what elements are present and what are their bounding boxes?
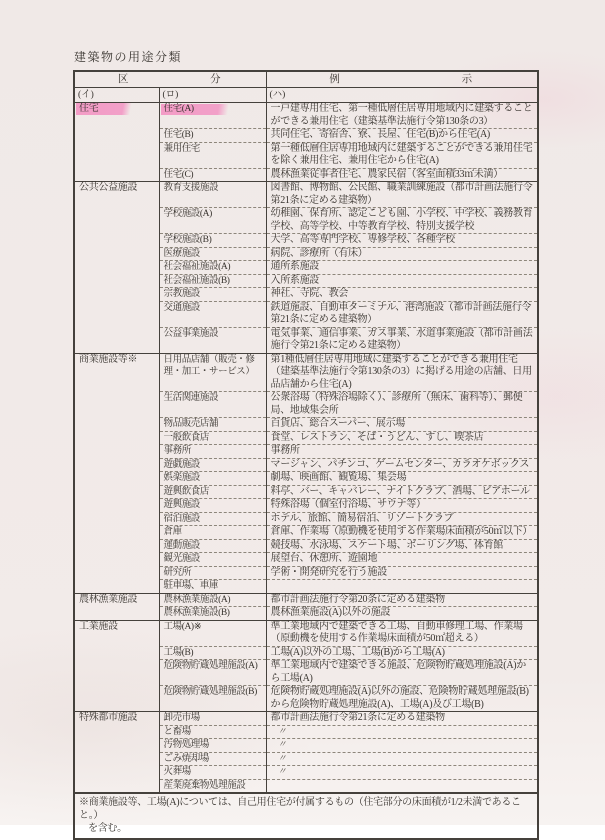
example-cell: マージャン、パチンコ、ゲームセンター、カラオケボックス <box>266 458 538 472</box>
type-cell: 倉庫 <box>159 526 266 540</box>
classification-table <box>73 70 539 840</box>
example-cell <box>266 779 538 793</box>
example-cell: 第1種低層住居専用地域に建築することができる兼用住宅（建築基準法施行令第130条の3）に掲げる用途の店舗、日用品店舗から住宅(A) <box>266 353 538 392</box>
example-cell: 入所系施設 <box>266 274 538 288</box>
header-sub-i: (イ) <box>74 88 159 103</box>
table-row <box>74 712 538 726</box>
ditto-mark: 〃 <box>277 767 287 777</box>
example-cell: 公衆浴場（特殊浴場除く）、診療所（無床、歯科等）、郵便局、地域集会所 <box>266 392 538 418</box>
example-cell: 料亭、バー、キャバレー、ナイトクラブ、酒場、ビアホール <box>266 485 538 499</box>
header-ji: 示 <box>461 74 475 85</box>
example-cell: 大学、高等専門学校、専修学校、各種学校 <box>266 234 538 248</box>
type-cell: 社会福祉施設(A) <box>159 261 266 275</box>
type-cell <box>159 103 266 129</box>
type-cell: ごみ焼却場 <box>159 752 266 766</box>
example-cell: 通所系施設 <box>266 261 538 275</box>
example-cell: 競技場、水泳場、スケート場、ボーリング場、体育館 <box>266 539 538 553</box>
type-cell: 宗教施設 <box>159 288 266 302</box>
example-cell: 倉庫、作業場（原動機を使用する作業場床面積が50㎡以下） <box>266 526 538 540</box>
type-cell: 農林漁業施設(A) <box>159 593 266 607</box>
type-cell: 住宅(C) <box>159 168 266 182</box>
type-cell: 運動施設 <box>159 539 266 553</box>
type-cell: 生活関連施設 <box>159 392 266 418</box>
example-cell: 特殊浴場（個室付浴場、サウナ等） <box>266 499 538 513</box>
type-cell: 汚物処理場 <box>159 739 266 753</box>
type-cell: 遊興施設 <box>159 499 266 513</box>
type-cell: 兼用住宅 <box>159 142 266 168</box>
type-cell: 公益事業施設 <box>159 327 266 353</box>
category-cell: 農林漁業施設 <box>79 593 138 605</box>
example-cell: 農林漁業施設(A)以外の施設 <box>266 607 538 621</box>
type-cell: 工場(A)※ <box>159 620 266 646</box>
category-cell <box>74 103 159 182</box>
category-cell: 商業施設等※ <box>79 353 138 365</box>
type-cell: 危険物貯蔵処理施設(A) <box>159 660 266 686</box>
example-cell <box>266 580 538 594</box>
example-cell <box>266 725 538 739</box>
ditto-mark: 〃 <box>277 726 287 737</box>
example-cell: 第一種低層住居専用地域内に建築することができる兼用住宅を除く兼用住宅、兼用住宅から住宅(A) <box>266 142 538 168</box>
example-cell: 病院、診療所（有床） <box>266 247 538 261</box>
type-cell: 住宅(B) <box>159 129 266 143</box>
header-sub-ha: (ハ) <box>266 88 538 103</box>
highlight-mark: 住宅 <box>76 103 132 115</box>
header-rei: 例 <box>329 74 342 85</box>
category-cell: 特殊都市施設 <box>79 712 138 723</box>
section-commercial <box>74 353 538 593</box>
example-cell: 都市計画法施行令第21条に定める建築物 <box>266 712 538 726</box>
type-cell: 日用品店舗（販売・修理・加工・サービス） <box>159 353 266 392</box>
category-cell: 公共公益施設 <box>79 182 138 193</box>
example-cell: 都市計画法施行令第20条に定める建築物 <box>266 593 538 607</box>
table-row <box>74 593 538 607</box>
section-public <box>74 182 538 354</box>
example-cell: 展望台、休憩所、遊園地 <box>266 553 538 567</box>
category-cell: 工業施設 <box>79 620 118 632</box>
footnote-section <box>74 793 538 839</box>
header-reiji-cell <box>266 71 538 88</box>
section-residential <box>74 103 538 182</box>
header-sub-row <box>74 88 538 103</box>
example-cell: ホテル、旅館、簡易宿泊、リゾートクラブ <box>266 512 538 526</box>
type-cell: 産業廃棄物処理施設 <box>159 779 266 793</box>
example-cell: 事務所 <box>266 445 538 459</box>
table-row <box>74 620 538 646</box>
type-cell: 教育支援施設 <box>159 182 266 208</box>
type-cell: 物品販売店舗 <box>159 418 266 432</box>
section-special <box>74 712 538 794</box>
footnote-row <box>74 793 538 839</box>
type-cell: 農林漁業施設(B) <box>159 607 266 621</box>
table-row <box>74 353 538 392</box>
type-cell: 医療施設 <box>159 247 266 261</box>
example-cell: 電気事業、通信事業、ガス事業、水道事業施設（都市計画法施行令第21条に定める建築物） <box>266 327 538 353</box>
header-bun: 分 <box>210 74 223 85</box>
example-cell <box>266 752 538 766</box>
type-cell: 学校施設(A) <box>159 208 266 234</box>
header-sub-ro: (ロ) <box>159 88 266 103</box>
ditto-mark: 〃 <box>277 740 287 750</box>
footnote-line2: を含む。 <box>88 823 127 834</box>
table-row <box>74 103 538 129</box>
type-cell: 駐車場、車庫 <box>159 580 266 594</box>
type-cell: 事務所 <box>159 445 266 459</box>
example-cell: 工場(A)以外の工場、工場(B)から工場(A) <box>266 646 538 660</box>
page-title: 建築物の用途分類 <box>74 50 183 64</box>
type-cell: と畜場 <box>159 725 266 739</box>
example-cell: 図書館、博物館、公民館、職業訓練施設（都市計画法施行令第21条に定める建築物） <box>266 182 538 208</box>
section-agriculture <box>74 593 538 620</box>
header-ku: 区 <box>117 74 131 85</box>
example-cell: 農林漁業従事者住宅、農家民宿（客室面積33㎡未満） <box>266 168 538 182</box>
example-cell: 準工業地域内で建築できる施設、危険物貯蔵処理施設(A)から工場(A) <box>266 660 538 686</box>
type-cell: 工場(B) <box>159 646 266 660</box>
example-cell: 百貨店、総合スーパー、展示場 <box>266 418 538 432</box>
type-cell: 一般飲食店 <box>159 431 266 445</box>
type-cell: 社会福祉施設(B) <box>159 274 266 288</box>
type-cell: 娯楽施設 <box>159 472 266 486</box>
type-cell: 観光施設 <box>159 553 266 567</box>
ditto-mark: 〃 <box>277 753 287 764</box>
footnote-line1: ※商業施設等、工場(A)については、自己用住宅が付属するもの（住宅部分の床面積が1/2未満であること。） <box>79 797 521 821</box>
header-group-row <box>74 71 538 88</box>
type-cell: 研究所 <box>159 566 266 580</box>
footnote-cell <box>74 793 538 839</box>
type-cell: 火葬場 <box>159 766 266 780</box>
example-cell: 準工業地域内で建築できる工場、自動車修理工場、作業場（原動機を使用する作業場床面積が50㎡超える） <box>266 620 538 646</box>
example-cell: 危険物貯蔵処理施設(A)以外の施設、危険物貯蔵処理施設(B)から危険物貯蔵処理施設(A)、工場(A)及び工場(B) <box>266 686 538 712</box>
example-cell: 食堂、レストラン、そば・うどん、すし、喫茶店 <box>266 431 538 445</box>
type-cell: 学校施設(B) <box>159 234 266 248</box>
table-row <box>74 182 538 208</box>
example-cell: 神社、寺院、教会 <box>266 288 538 302</box>
highlight-mark: 住宅(A) <box>161 104 230 115</box>
example-cell: 共同住宅、寄宿舎、寮、長屋、住宅(B)から住宅(A) <box>266 129 538 143</box>
type-cell: 遊興飲食店 <box>159 485 266 499</box>
header-kubun-cell <box>74 71 266 88</box>
table-header <box>74 71 538 103</box>
type-cell: 危険物貯蔵処理施設(B) <box>159 686 266 712</box>
type-cell: 宿泊施設 <box>159 512 266 526</box>
type-cell: 卸売市場 <box>159 712 266 726</box>
type-cell: 交通施設 <box>159 301 266 327</box>
type-cell: 遊戯施設 <box>159 458 266 472</box>
example-cell <box>266 739 538 753</box>
example-cell <box>266 766 538 780</box>
example-cell: 学術・開発研究を行う施設 <box>266 566 538 580</box>
example-cell: 一戸建専用住宅、第一種低層住居専用地域内に建築することができる兼用住宅（建築基準法施行令第130条の3） <box>266 103 538 129</box>
section-industrial <box>74 620 538 712</box>
example-cell: 鉄道施設、自動車ターミナル、港湾施設（都市計画法施行令第21条に定める建築物） <box>266 301 538 327</box>
example-cell: 幼稚園、保育所、認定こども園、小学校、中学校、義務教育学校、高等学校、中等教育学校、特別支援学校 <box>266 208 538 234</box>
example-cell: 劇場、映画館、観覧場、集会場 <box>266 472 538 486</box>
